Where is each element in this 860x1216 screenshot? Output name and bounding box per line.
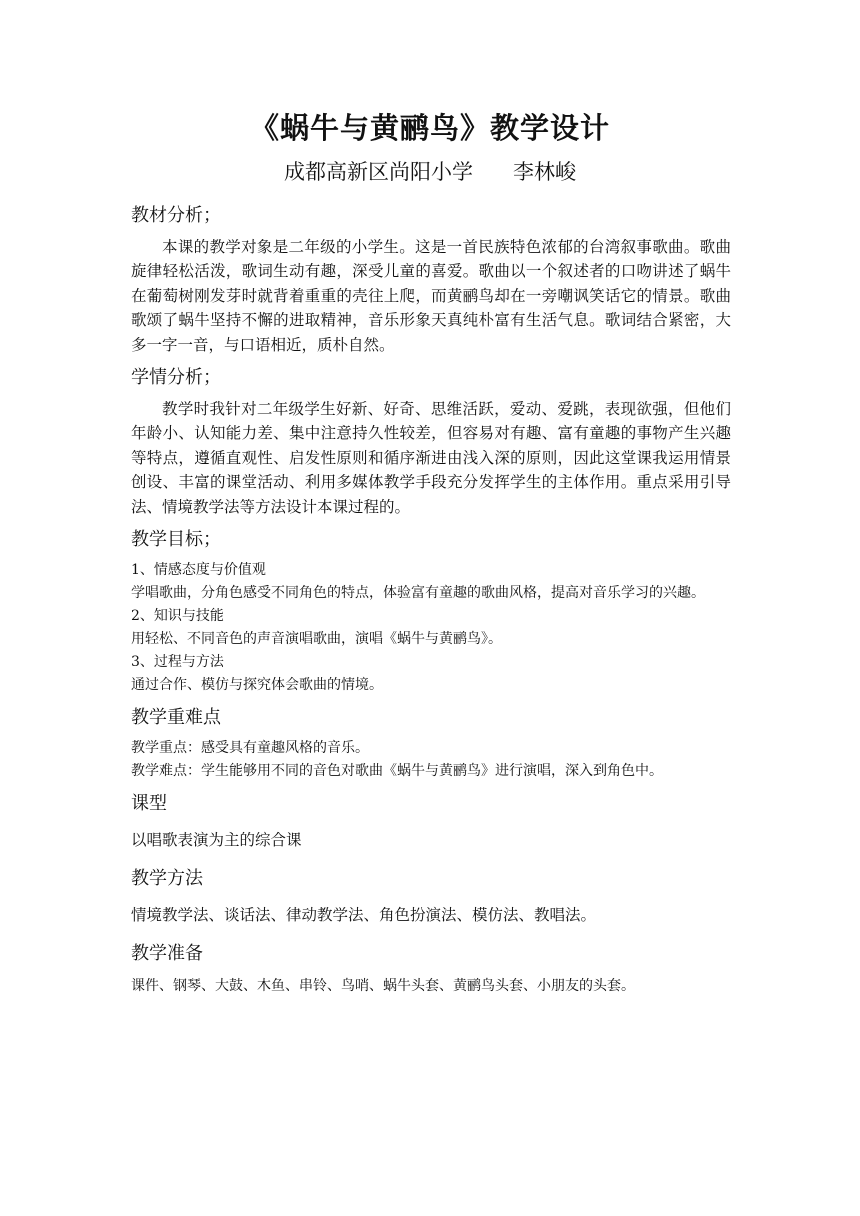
lesson-type-text: 以唱歌表演为主的综合课 <box>131 831 302 850</box>
prep-text: 课件、钢琴、大鼓、木鱼、串铃、鸟哨、蜗牛头套、黄鹂鸟头套、小朋友的头套。 <box>131 978 635 995</box>
keypoint-line: 教学重点：感受具有童趣风格的音乐。 <box>131 740 369 757</box>
goal-line: 用轻松、不同音色的声音演唱歌曲，演唱《蜗牛与黄鹂鸟》。 <box>131 631 502 648</box>
section-teaching-goals <box>131 527 731 697</box>
goal-line: 3、过程与方法 <box>131 654 224 671</box>
section-material-analysis <box>131 203 731 357</box>
section-teaching-methods <box>131 866 731 927</box>
methods-text: 情境教学法、谈话法、律动教学法、角色扮演法、模仿法、教唱法。 <box>131 906 597 925</box>
section-paragraph: 本课的教学对象是二年级的小学生。这是一首民族特色浓郁的台湾叙事歌曲。歌曲旋律轻松活泼，歌词生动有趣，深受儿童的喜爱。歌曲以一个叙述者的口吻讲述了蜗牛在葡萄树刚发芽时就背着重重的壳往上爬，而黄鹂鸟却在一旁嘲讽笑话它的情景。歌曲歌颂了蜗牛坚持不懈的进取精神，音乐形象天真纯朴富有生活气息。歌词结合紧密，大多一字一音，与口语相近，质朴自然。 <box>131 238 731 354</box>
section-student-analysis <box>131 365 731 519</box>
section-lesson-type <box>131 791 731 852</box>
section-heading: 教材分析； <box>131 205 221 226</box>
section-heading: 教学准备 <box>131 943 203 965</box>
goal-line: 学唱歌曲，分角色感受不同角色的特点，体验富有童趣的歌曲风格，提高对音乐学习的兴趣。 <box>131 585 705 602</box>
document-subtitle: 成都高新区尚阳小学 李林峻 <box>283 160 577 184</box>
goal-line: 1、情感态度与价值观 <box>131 562 266 579</box>
document-title: 《蜗牛与黄鹂鸟》教学设计 <box>249 111 610 145</box>
section-heading: 课型 <box>131 793 167 815</box>
goal-line: 2、知识与技能 <box>131 608 224 625</box>
keypoint-line: 教学难点：学生能够用不同的音色对歌曲《蜗牛与黄鹂鸟》进行演唱，深入到角色中。 <box>131 763 663 780</box>
section-heading: 学情分析； <box>131 367 221 389</box>
section-paragraph: 教学时我针对二年级学生好新、好奇、思维活跃，爱动、爱跳，表现欲强，但他们年龄小、认知能力差、集中注意持久性较差，但容易对有趣、富有童趣的事物产生兴趣等特点，遵循直观性、启发性原则和循序渐进由浅入深的原则，因此这堂课我运用情景创设、丰富的课堂活动、利用多媒体教学手段充分发挥学生的主体作用。重点采用引导法、情境教学法等方法设计本课过程的。 <box>131 400 731 516</box>
document-body <box>131 203 731 998</box>
goal-line: 通过合作、模仿与探究体会歌曲的情境。 <box>131 677 383 694</box>
section-heading: 教学方法 <box>131 868 203 890</box>
section-teaching-prep <box>131 941 731 998</box>
section-key-points <box>131 705 731 783</box>
section-heading: 教学重难点 <box>131 707 221 729</box>
section-heading: 教学目标； <box>131 529 221 551</box>
